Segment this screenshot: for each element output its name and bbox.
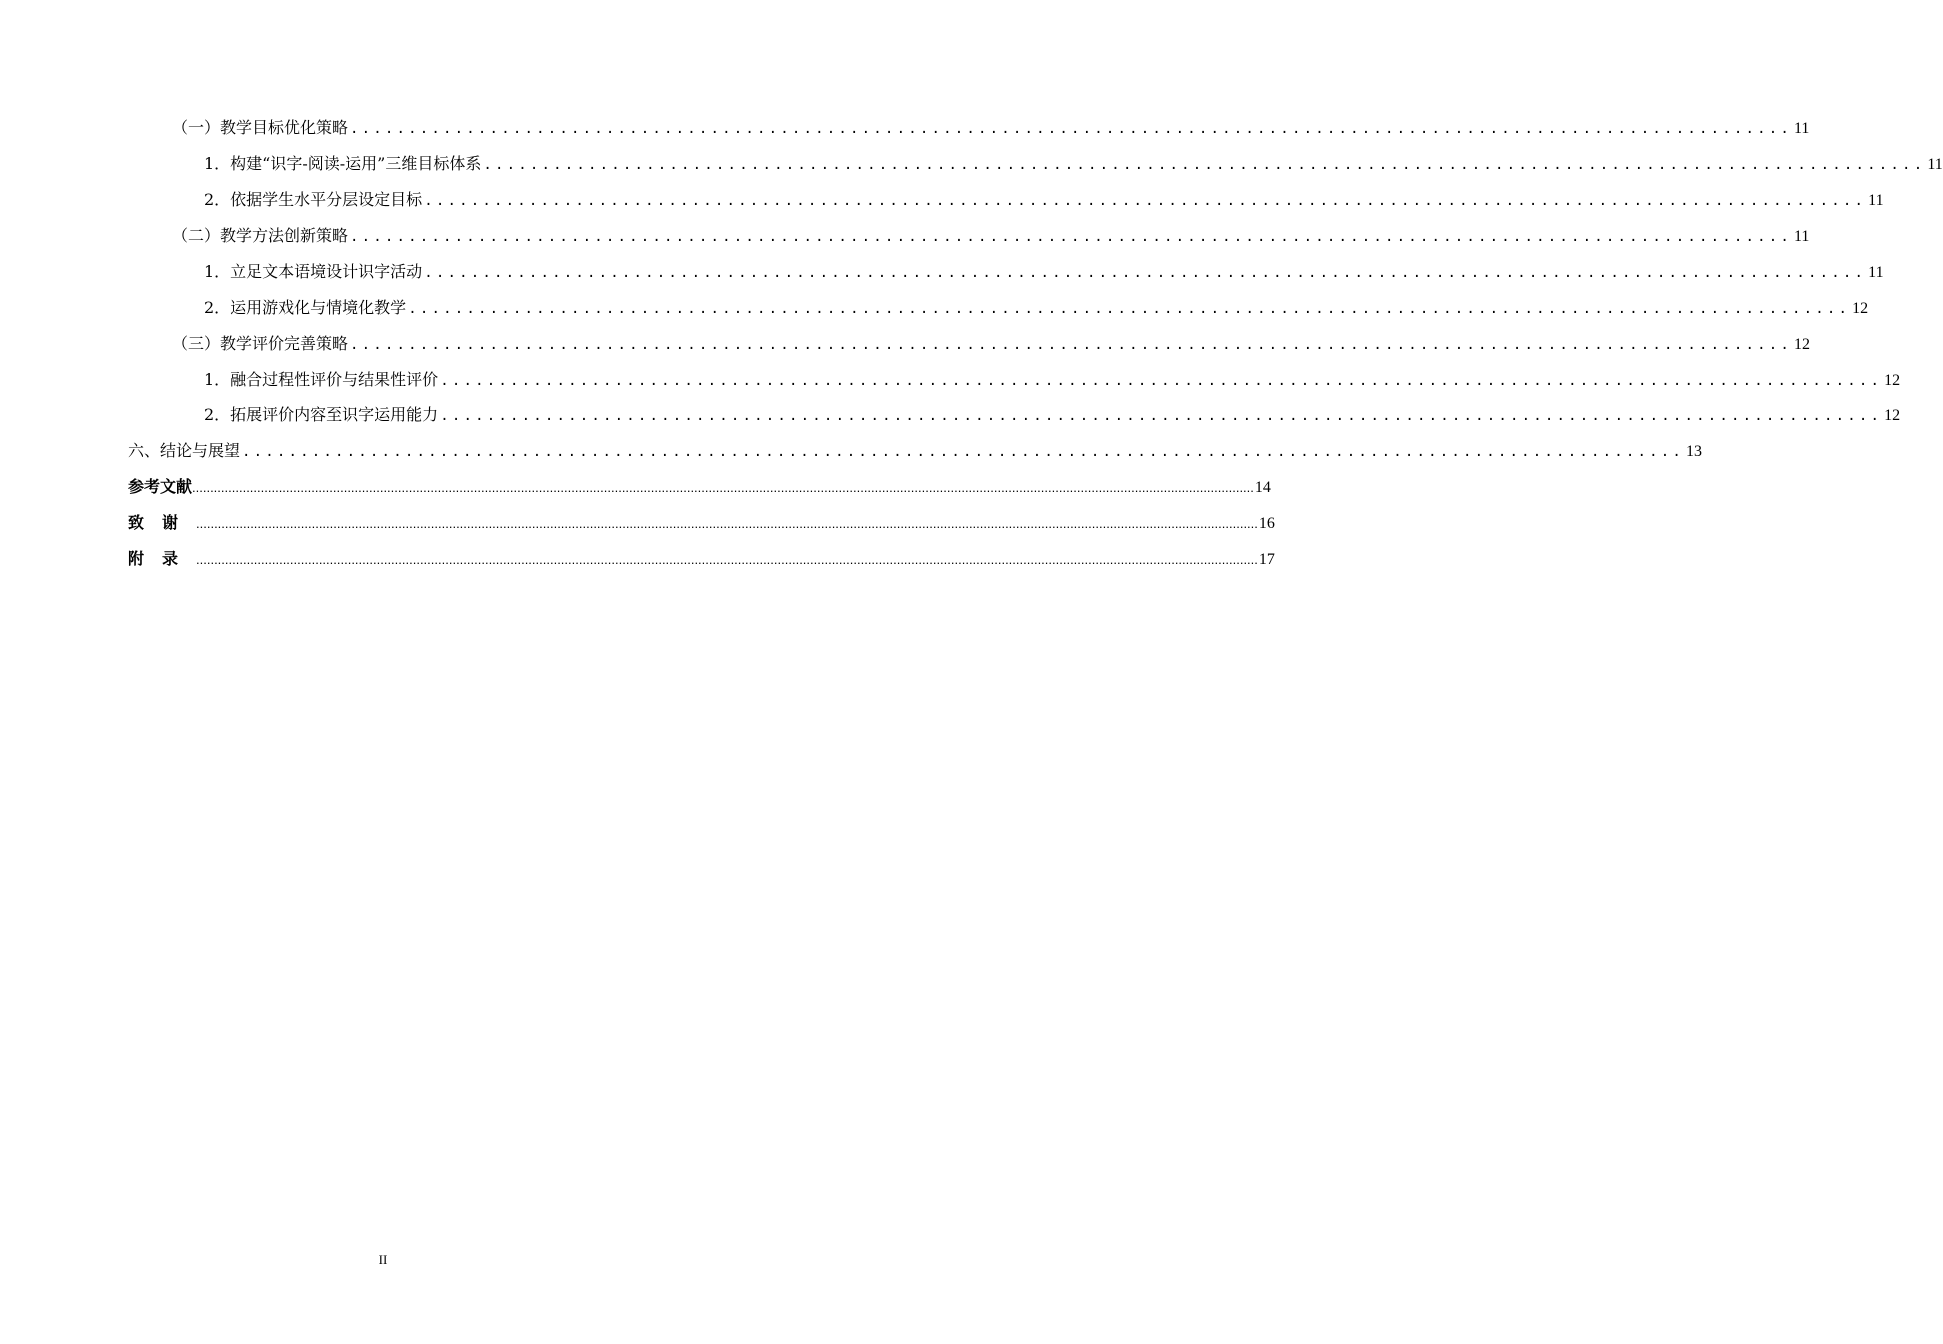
toc-entry-page: 12 xyxy=(1884,372,1901,389)
toc-entry[interactable] xyxy=(204,368,1901,392)
toc-dot-leader: ...................................................................................................................................................................................................................................................................................................... xyxy=(196,516,1258,531)
toc-dot-leader: ............................................................................................................................ xyxy=(440,373,1883,389)
toc-dot-leader: ............................................................................................................................ xyxy=(242,444,1684,460)
toc-entry-label: 2．拓展评价内容至识字运用能力 xyxy=(204,405,439,424)
toc-entry-acknowledgements[interactable] xyxy=(128,511,1275,535)
toc-dot-leader: ............................................................................................................................ xyxy=(440,408,1883,424)
toc-entry-page: 12 xyxy=(1793,336,1810,353)
toc-entry[interactable] xyxy=(204,152,1943,176)
toc-entry-label: 2．依据学生水平分层设定目标 xyxy=(204,190,423,209)
toc-entry[interactable] xyxy=(172,224,1810,248)
toc-entry-references[interactable] xyxy=(128,475,1271,499)
toc-dot-leader: ............................................................................................................................ xyxy=(483,157,1926,173)
toc-entry-page: 14 xyxy=(1254,479,1271,496)
toc-entry[interactable] xyxy=(204,296,1869,320)
toc-entry-page: 13 xyxy=(1685,443,1702,460)
toc-entry[interactable] xyxy=(204,403,1901,427)
toc-entry-label: 1．融合过程性评价与结果性评价 xyxy=(204,370,439,389)
toc-dot-leader: ............................................................................................................................ xyxy=(424,265,1867,281)
toc-entry-label: 2．运用游戏化与情境化教学 xyxy=(204,298,407,317)
toc-entry-label: 六、结论与展望 xyxy=(128,441,241,460)
toc-entry[interactable] xyxy=(128,439,1702,463)
toc-dot-leader: ............................................................................................................................ xyxy=(350,121,1792,137)
toc-entry-page: 12 xyxy=(1852,300,1869,317)
toc-entry-label: （一）教学目标优化策略 xyxy=(172,118,349,137)
toc-entry-page: 11 xyxy=(1868,264,1884,281)
toc-entry[interactable] xyxy=(204,188,1884,212)
toc-entry-page: 11 xyxy=(1793,120,1810,137)
toc-dot-leader: ............................................................................................................................ xyxy=(408,301,1851,317)
toc-entry-page: 11 xyxy=(1927,156,1943,173)
toc-dot-leader: ............................................................................................................................ xyxy=(424,193,1867,209)
toc-entry-label: 附录 xyxy=(128,549,197,568)
toc-entry-label: （二）教学方法创新策略 xyxy=(172,226,349,245)
toc-entry-appendix[interactable] xyxy=(128,547,1275,571)
toc-entry-page: 12 xyxy=(1884,407,1901,424)
toc-entry-label: 1．构建“识字-阅读-运用”三维目标体系 xyxy=(204,154,482,173)
toc-entry-label: 参考文献 xyxy=(128,477,193,496)
toc-entry[interactable] xyxy=(172,332,1810,356)
toc-entry-label: 致谢 xyxy=(128,513,197,532)
page-number: II xyxy=(378,1252,388,1267)
toc-entry-page: 17 xyxy=(1258,551,1275,568)
toc-entry-label: 1．立足文本语境设计识字活动 xyxy=(204,262,423,281)
toc-dot-leader: ...................................................................................................................................................................................................................................................................................................... xyxy=(192,480,1254,495)
toc-dot-leader: ...................................................................................................................................................................................................................................................................................................... xyxy=(196,552,1258,567)
toc-dot-leader: ............................................................................................................................ xyxy=(350,229,1792,245)
toc-entry-page: 16 xyxy=(1258,515,1275,532)
toc-entry-page: 11 xyxy=(1868,192,1884,209)
toc-entry-label: （三）教学评价完善策略 xyxy=(172,334,349,353)
toc-entry-page: 11 xyxy=(1793,228,1810,245)
toc-entry[interactable] xyxy=(172,116,1810,140)
toc-dot-leader: ............................................................................................................................ xyxy=(350,337,1792,353)
toc-entry[interactable] xyxy=(204,260,1884,284)
